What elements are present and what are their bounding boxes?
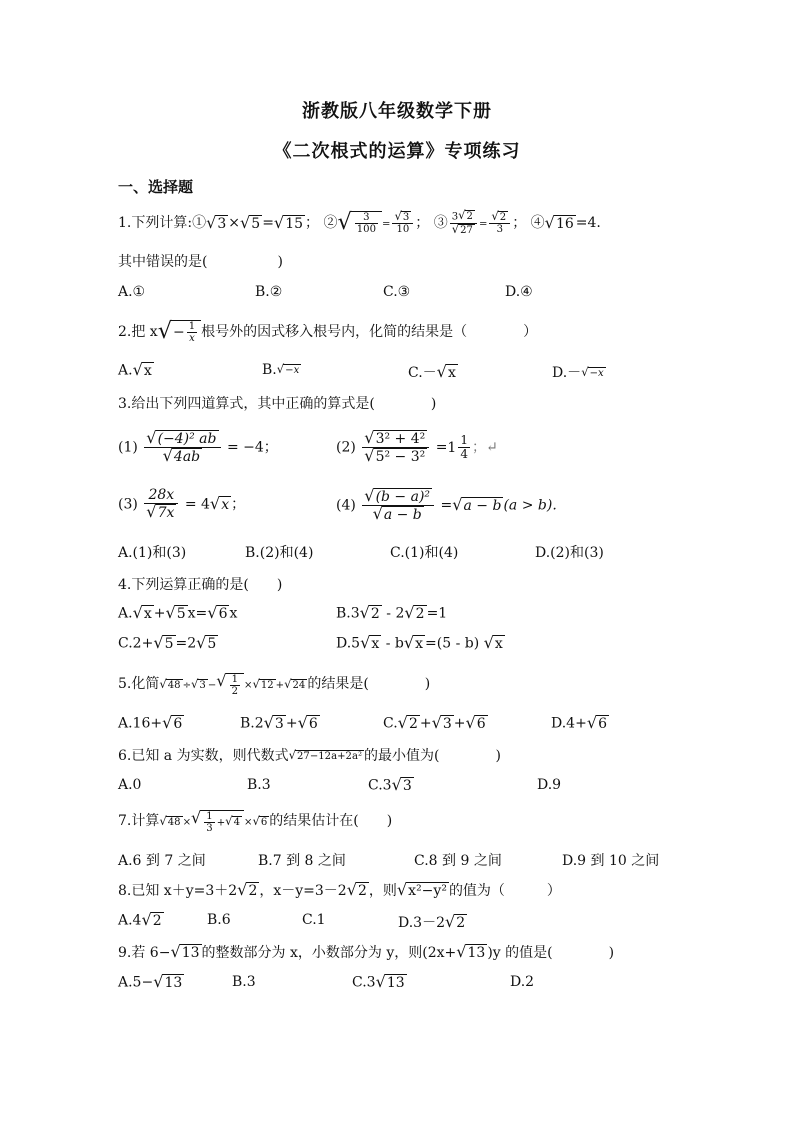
q4-option-b: B.3 √ 2 - 2 √ 2 =1 — [336, 603, 448, 622]
q7-option-b: B.7 到 8 之间 — [258, 853, 346, 869]
radical: √ $\frac{3}{100}$ — [337, 211, 382, 235]
q1-option-a: A.① — [118, 284, 146, 300]
q4-option-a: A. √ x + √ 5 x= √ 6 x — [118, 603, 238, 622]
question-9: 9.若 6− √ 13 的整数部分为 x，小数部分为 y，则(2x+ √ 13 )y 的值是( ) — [118, 942, 615, 962]
fraction: 3 √ 2 √ 27 — [450, 210, 477, 236]
q7-option-a: A.6 到 7 之间 — [118, 853, 206, 869]
q3-option-a: A.(1)和(3) — [118, 545, 187, 561]
q3-option-b: B.(2)和(4) — [245, 545, 314, 561]
question-8: 8.已知 x＋y=3＋2 √ 2 ，x－y=3－2 √ 2 ，则 √ x²−y² 的值为（ ） — [118, 880, 561, 900]
fraction: √ 2 3 — [489, 211, 510, 236]
q5-option-c: C. √ 2 + √ 3 + √ 6 — [383, 713, 486, 732]
question-2: 2.把 x √ − $\frac{1}{x}$ 根号外的因式移入根号内，化简的结果是（ ） — [118, 318, 538, 345]
q2-option-c: C.－ √ x — [408, 362, 456, 382]
q6-option-d: D.9 — [537, 777, 562, 793]
q5-option-b: B.2 √ 3 + √ 6 — [240, 713, 318, 732]
radical: √ 15 — [273, 212, 304, 232]
radical: √ 5 — [240, 212, 261, 232]
q3-expression-2: (2) √ 3² + 4² √ 5² − 3² = 1 $\frac{1}{4}$ ；↵ — [336, 428, 498, 466]
q7-option-c: C.8 到 9 之间 — [414, 853, 502, 869]
document-title: 浙教版八年级数学下册 — [302, 101, 492, 122]
document-subtitle: 《二次根式的运算》专项练习 — [273, 141, 521, 162]
q4-option-d: D.5 √ x - b √ x =(5 - b) √ x — [336, 633, 503, 652]
q9-option-d: D.2 — [510, 974, 535, 990]
q2-option-d: D.－ √ −x — [552, 364, 604, 381]
question-1: 1.下列计算:① √ 3 × √ 5 = √ 15 ； ② √ $\frac{3}{100}$ = √ 3 10 ； ③ 3 √ 2 √ 27 = √ 2 3 ； ④ √ 16 =4. — [118, 208, 601, 236]
q6-option-b: B.3 — [247, 777, 271, 793]
q1-option-b: B.② — [255, 284, 283, 300]
q1-option-c: C.③ — [383, 284, 411, 300]
q2-option-b: B. √ −x — [262, 361, 300, 378]
q1-option-d: D.④ — [505, 284, 533, 300]
question-6: 6.已知 a 为实数，则代数式 √ 27−12a+2a² 的最小值为( ) — [118, 747, 501, 764]
q3-expression-3: (3) 28x √ 7x = 4 √ x ； — [118, 487, 246, 522]
q3-option-c: C.(1)和(4) — [390, 545, 459, 561]
q6-option-c: C.3 √ 3 — [368, 775, 412, 794]
question-1-prompt: 其中错误的是( ) — [118, 254, 283, 270]
q9-option-b: B.3 — [232, 974, 256, 990]
q8-option-c: C.1 — [302, 912, 326, 928]
q4-option-c: C.2+ √ 5 =2 √ 5 — [118, 633, 217, 652]
q5-option-a: A.16+ √ 6 — [118, 713, 183, 732]
q8-option-a: A.4 √ 2 — [118, 910, 162, 929]
q3-expression-1: (1) √ (−4)² ab √ 4ab = −4； — [118, 428, 278, 466]
fraction: √ 3 10 — [392, 211, 413, 236]
question-4: 4.下列运算正确的是( ) — [118, 577, 283, 593]
q7-option-d: D.9 到 10 之间 — [562, 853, 660, 869]
q9-option-a: A.5− √ 13 — [118, 972, 183, 991]
question-3: 3.给出下列四道算式，其中正确的算式是( ) — [118, 396, 437, 412]
section-heading: 一、选择题 — [118, 178, 194, 196]
q3-option-d: D.(2)和(3) — [535, 545, 604, 561]
radical: √ 16 — [544, 212, 574, 232]
q6-option-a: A.0 — [118, 777, 142, 793]
question-7: 7.计算 √ 48 × √ $\frac{1}{3}$ + √ 4 × √ 6 的结果估计在( ) — [118, 808, 393, 835]
q8-option-b: B.6 — [207, 912, 231, 928]
radical: √ − $\frac{1}{x}$ — [158, 320, 201, 344]
q2-option-a: A. √ x — [118, 360, 152, 379]
q3-expression-4: (4) √ (b − a)² √ a − b = √ a − b (a > b). — [336, 486, 557, 524]
q5-option-d: D.4+ √ 6 — [551, 713, 608, 732]
question-5: 5.化简 √ 48 ÷ √ 3 − √ $\frac{1}{2}$ × √ 12 + √ 24 的结果是( ) — [118, 671, 431, 698]
radical: √ 3 — [206, 212, 227, 232]
q8-option-d: D.3－2 √ 2 — [398, 912, 466, 932]
q9-option-c: C.3 √ 13 — [352, 972, 405, 991]
